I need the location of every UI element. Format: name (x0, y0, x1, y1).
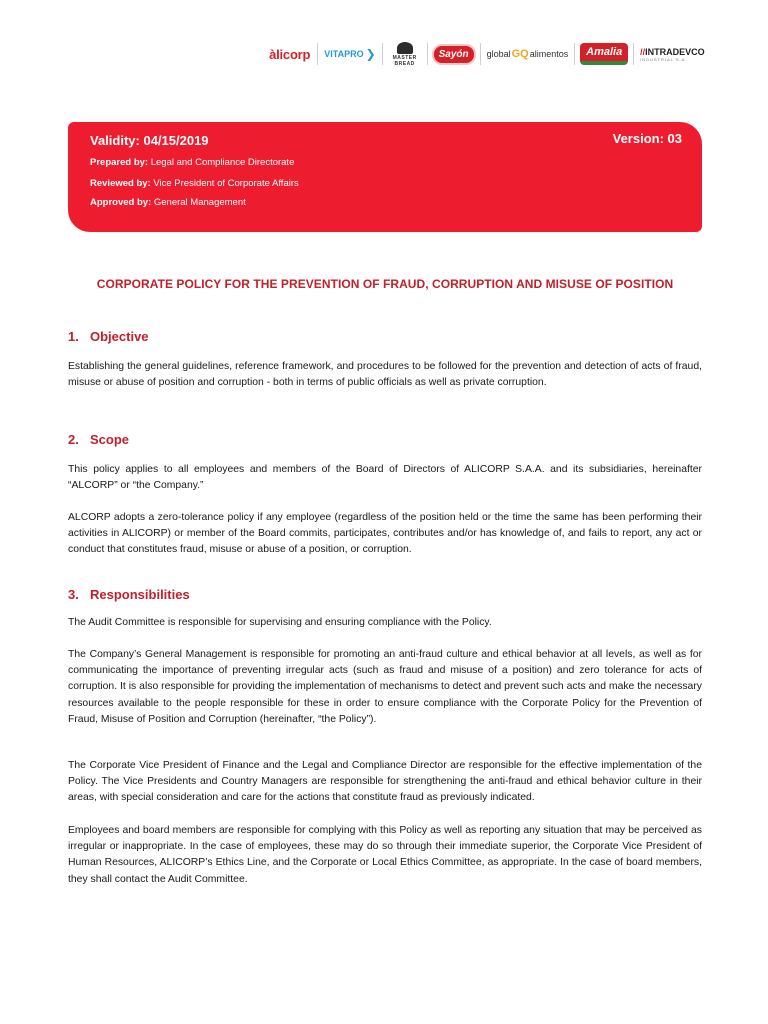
intradevco-logo-name (640, 47, 705, 57)
approved-by-label: Approved by: (90, 197, 152, 208)
master-bread-logo (389, 38, 421, 70)
global-alimentos-logo (487, 38, 569, 70)
sayon-logo (434, 38, 474, 70)
section-number: 3. (68, 587, 79, 602)
section-heading-responsibilities (68, 587, 190, 602)
logo-divider (427, 43, 428, 65)
global-logo-prefix: global (486, 49, 511, 59)
crown-icon (397, 42, 413, 54)
prepared-by (90, 157, 294, 168)
intradevco-logo-text: INTRADEVCO (645, 46, 705, 57)
validity-date: Validity: 04/15/2019 (90, 133, 209, 148)
responsibilities-paragraph-3: The Corporate Vice President of Finance and the Legal and Compliance Director are responsible for the effective implementation of the Policy. The Vice Presidents and Country Managers are responsible for strengthening the anti-fraud and ethical behavior culture in their areas, with special consideration and care for the actions that constitute fraud as previously indicated. (68, 760, 702, 804)
approved-by-value: General Management (153, 197, 246, 208)
logo-divider (574, 43, 575, 65)
logo-divider (633, 43, 634, 65)
responsibilities-paragraph-2: The Company’s General Management is responsible for promoting an anti-fraud culture and ethical behavior at all levels, as well as for communicating the importance of preventing irregular acts (such as fraud and misuse of a position) and zero tolerance for acts of corruption. It is also responsible for providing the implementation of mechanisms to detect and prevent such acts and make the necessary resources available to the people responsible for these in order to ensure compliance with the Corporate Policy for the Prevention of Fraud, Misuse of Position and Corruption (hereinafter, “the Policy”). (68, 649, 702, 725)
section-heading-objective (68, 329, 149, 344)
section-title: Scope (90, 432, 130, 447)
logo-divider (480, 43, 481, 65)
reviewed-by (90, 178, 299, 189)
sayon-logo-text: Sayón (432, 44, 476, 65)
intradevco-logo-tagline: INDUSTRIAL S.A. (640, 56, 688, 62)
amalia-logo-text: Amalia (580, 43, 628, 65)
responsibilities-paragraph-4: Employees and board members are responsible for complying with this Policy as well as reporting any situation that may be perceived as irregular or inappropriate. In the case of employees, these may do so through their immediate superior, the Corporate Vice President of Human Resources, ALICORP’s Ethics Line, and the Corporate or Local Ethics Committee, as appropriate. In the case of board members, they shall contact the Audit Committee. (68, 825, 702, 885)
section-title: Responsibilities (90, 587, 190, 602)
section-number: 1. (68, 329, 79, 344)
vitapro-logo (324, 38, 375, 70)
logo-divider (317, 43, 318, 65)
intradevco-mark-icon: // (640, 46, 646, 57)
scope-paragraph-1: This policy applies to all employees and members of the Board of Directors of ALICORP S.A.A. and its subsidiaries, hereinafter “ALCORP” or “the Company.” (68, 464, 702, 492)
prepared-by-value: Legal and Compliance Directorate (150, 157, 295, 168)
section-title: Objective (90, 329, 149, 344)
reviewed-by-label: Reviewed by: (90, 178, 151, 189)
objective-paragraph: Establishing the general guidelines, reference framework, and procedures to be followed for the prevention and detection of acts of fraud, misuse or abuse of position and corruption - both in terms of public officials as well as private corruption. (68, 361, 702, 389)
section-number: 2. (68, 432, 79, 447)
logo-divider (382, 43, 383, 65)
master-bread-logo-text: MASTER BREAD (392, 54, 417, 67)
intradevco-logo (640, 38, 708, 70)
brand-logo-strip (268, 38, 708, 70)
chevron-right-icon: ❯ (365, 47, 376, 61)
responsibilities-paragraph-1: The Audit Committee is responsible for supervising and ensuring compliance with the Policy. (68, 617, 492, 628)
alicorp-logo: àlicorp (269, 46, 311, 62)
document-header-card (68, 122, 702, 232)
document-title: CORPORATE POLICY FOR THE PREVENTION OF FRAUD, CORRUPTION AND MISUSE OF POSITION (96, 277, 674, 291)
section-heading-scope (68, 432, 129, 447)
version-number: Version: 03 (612, 131, 682, 146)
prepared-by-label: Prepared by: (90, 157, 149, 168)
amalia-logo (581, 38, 627, 70)
scope-paragraph-2: ALCORP adopts a zero-tolerance policy if any employee (regardless of the position held or the time the same has been performing their activities in ALICORP) or member of the Board commits, participates, contributes and/or has knowledge of, and fails to report, any act or conduct that constitutes fraud, misuse or abuse of a position, or corruption. (68, 512, 702, 556)
global-logo-gq: GQ (511, 48, 529, 60)
vitapro-logo-text: VITAPRO (324, 49, 364, 59)
approved-by (90, 197, 246, 208)
global-logo-suffix: alimentos (529, 49, 569, 59)
reviewed-by-value: Vice President of Corporate Affairs (153, 178, 299, 189)
